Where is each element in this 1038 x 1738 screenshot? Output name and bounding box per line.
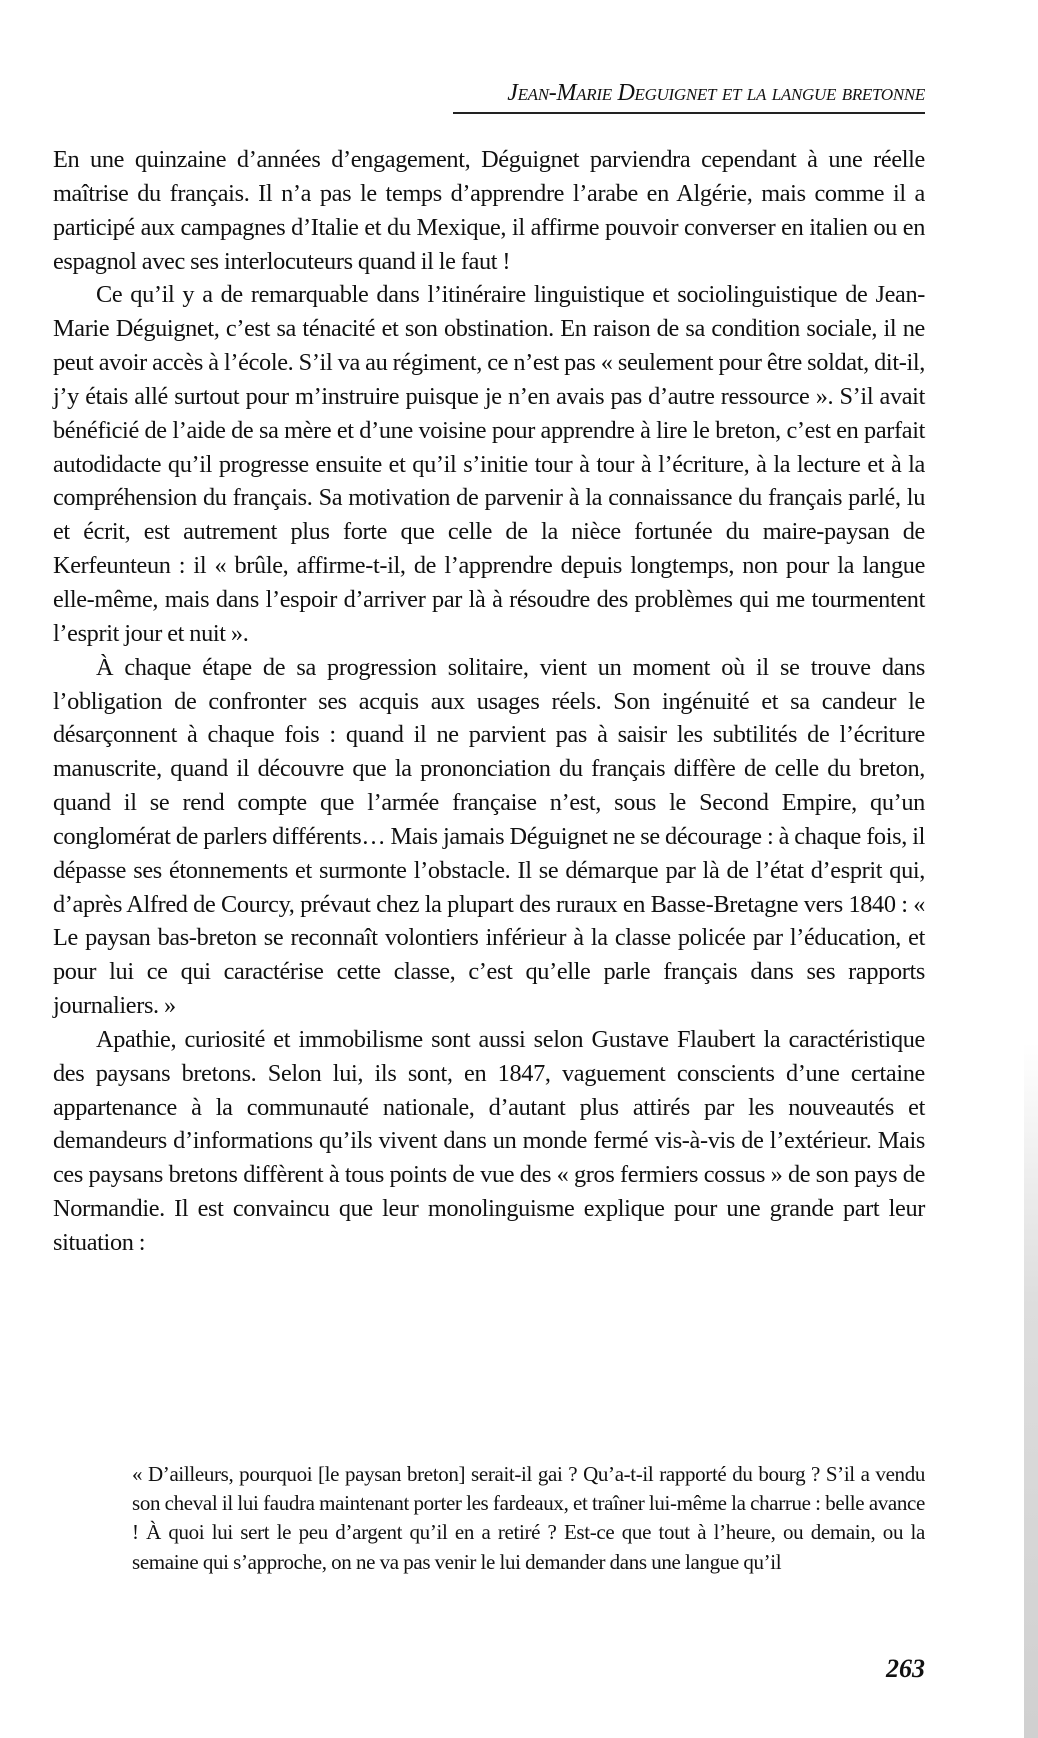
header-rule: [453, 112, 925, 114]
paragraph: En une quinzaine d’années d’engagement, Déguignet parviendra cependant à une réelle maîtrise du français. Il n’a pas le temps d’apprendre l’arabe en Algérie, mais comme il a participé aux campagnes d’Italie et du Mexique, il affirme pouvoir converser en italien ou en espagnol avec ses interlocuteurs quand il le faut !: [53, 146, 925, 275]
quotation-text: « D’ailleurs, pourquoi [le paysan breton] serait-il gai ? Qu’a-t-il rapporté du bourg ? S’il a vendu son cheval il lui faudra maintenant porter les fardeaux, et traîner lui-même la charrue : belle avance ! À quoi lui sert le peu d’argent qu’il en a retiré ? Est-ce que tout à l’heure, ou demain, ou la semaine qui s’approche, on ne va pas venir le lui demander dans une langue qu’il: [132, 1462, 925, 1574]
paragraph: À chaque étape de sa progression solitaire, vient un moment où il se trouve dans l’obligation de confronter ses acquis aux usages réels. Son ingénuité et sa candeur le désarçonnent à chaque fois : quand il ne parvient pas à saisir les subtilités de l’écriture manuscrite, quand il découvre que la prononciation du français diffère de celle du breton, quand il se rend compte que l’armée française n’est, sous le Second Empire, qu’un conglomérat de parlers différents… Mais jamais Déguignet ne se décourage : à chaque fois, il dépasse ses étonnements et surmonte l’obstacle. Il se démarque par là de l’état d’esprit qui, d’après Alfred de Courcy, prévaut chez la plupart des ruraux en Basse-Bretagne vers 1840 : « Le paysan bas-breton se reconnaît volontiers inférieur à la classe policée par l’éducation, et pour lui ce qui caractérise cette classe, c’est qu’elle parle français dans ses rapports journaliers. »: [53, 653, 925, 1020]
page-edge-shadow: [1024, 0, 1038, 1738]
block-quotation: [132, 1460, 925, 1577]
paragraph: Apathie, curiosité et immobilisme sont aussi selon Gustave Flaubert la caractéristique des paysans bretons. Selon lui, ils sont, en 1847, vaguement conscients d’une certaine appartenance à la communauté nationale, d’autant plus attirés par les nouveautés et demandeurs d’informations qu’ils vivent dans un monde fermé vis-à-vis de l’extérieur. Mais ces paysans bretons diffèrent à tous points de vue des « gros fermiers cossus » de son pays de Normandie. Il est convaincu que leur monolinguisme explique pour une grande part leur situation :: [53, 1025, 925, 1256]
page-number: 263: [886, 1654, 925, 1683]
paragraph: Ce qu’il y a de remarquable dans l’itinéraire linguistique et sociolinguistique de Jean-Marie Déguignet, c’est sa ténacité et son obstination. En raison de sa condition sociale, il ne peut avoir accès à l’école. S’il va au régiment, ce n’est pas « seulement pour être soldat, dit-il, j’y étais allé surtout pour m’instruire puisque je n’en avais pas d’autre ressource ». S’il avait bénéficié de l’aide de sa mère et d’une voisine pour apprendre à lire le breton, c’est en parfait autodidacte qu’il progresse ensuite et qu’il s’initie tour à tour à l’écriture, à la lecture et à la compréhension du français. Sa motivation de parvenir à la connaissance du français parlé, lu et écrit, est autrement plus forte que celle de la nièce fortunée du maire-paysan de Kerfeunteun : il « brûle, affirme-t-il, de l’apprendre depuis longtemps, non pour la langue elle-même, mais dans l’espoir d’arriver par là à résoudre des problèmes qui me tourmentent l’esprit jour et nuit ».: [53, 281, 925, 647]
running-head: Jean-Marie Deguignet et la langue bretonne: [507, 80, 925, 106]
body-text: [53, 143, 925, 1260]
